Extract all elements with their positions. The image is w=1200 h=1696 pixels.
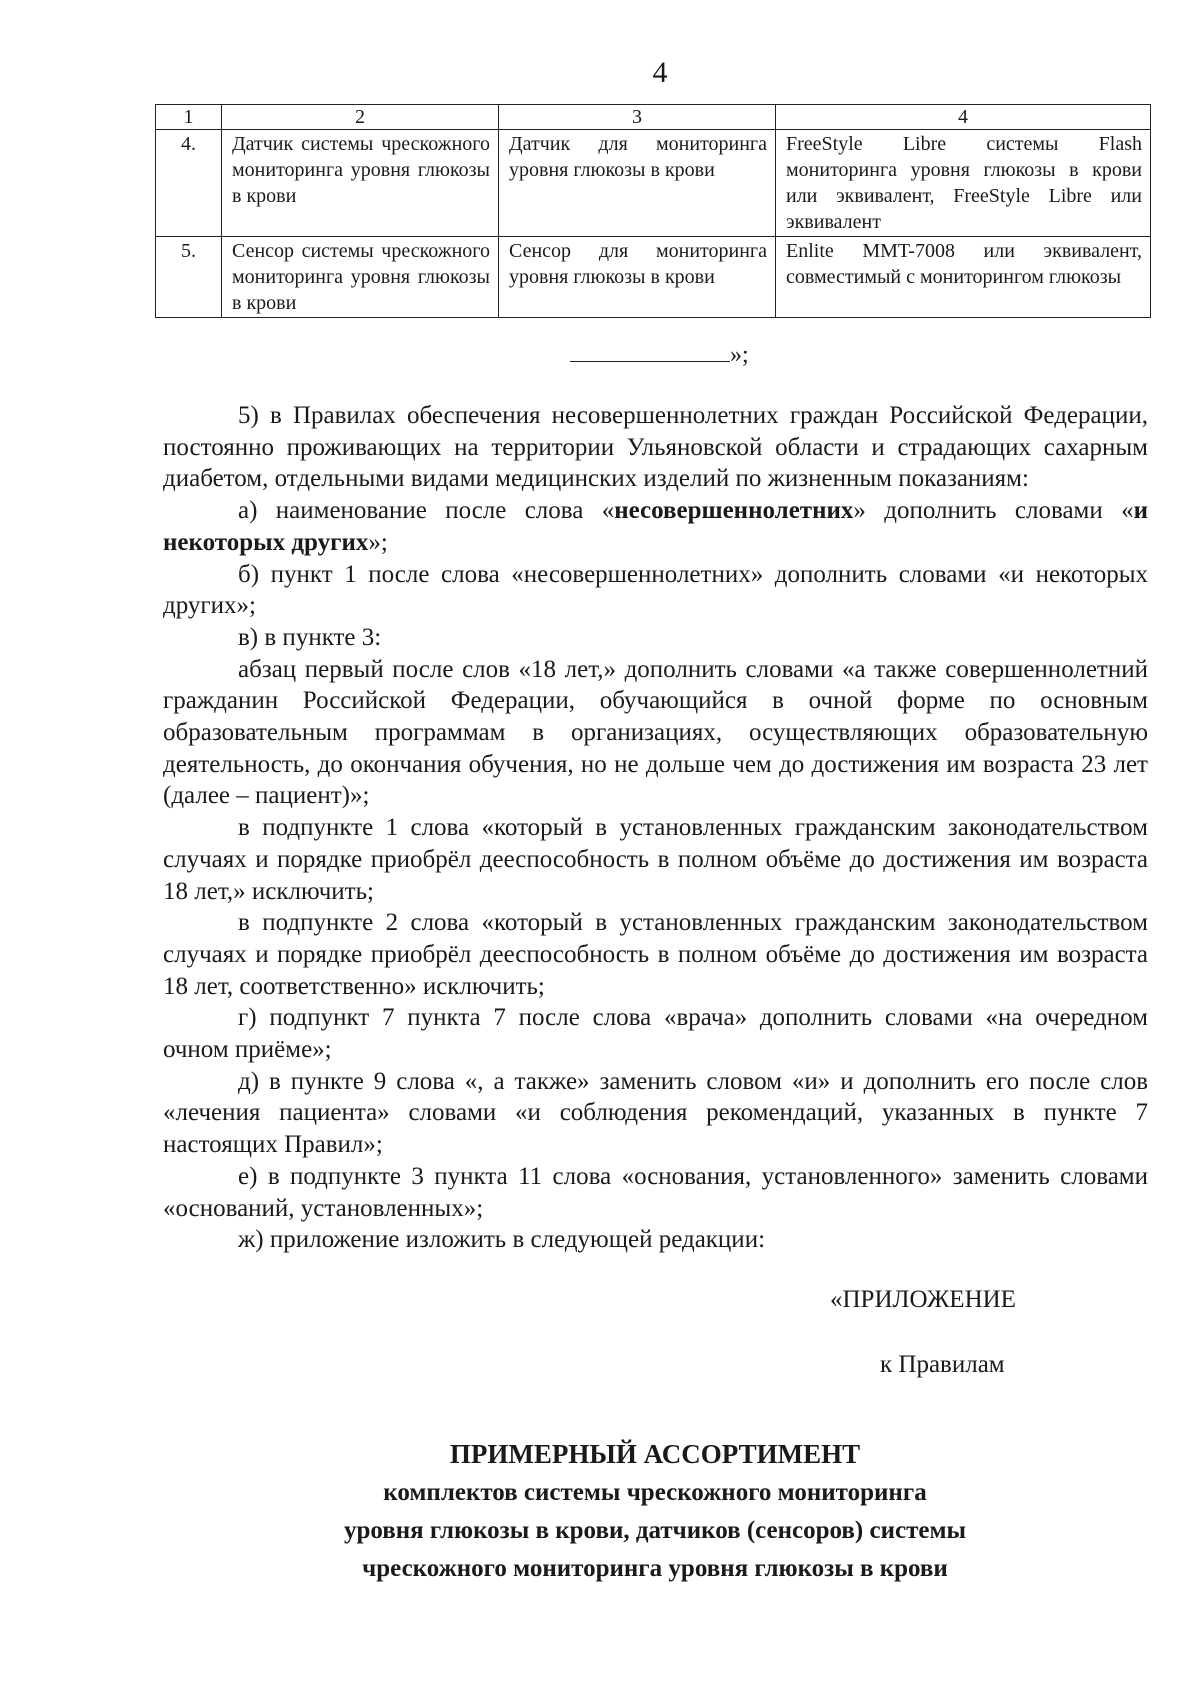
table-closing <box>570 342 749 369</box>
paragraph-a <box>163 495 1148 558</box>
appendix-label: «ПРИЛОЖЕНИЕ <box>830 1286 1016 1313</box>
heading-line: комплектов системы чрескожного мониторинга <box>383 1479 927 1506</box>
paragraph-e: е) в подпункте 3 пункта 11 слова «основания, установленного» заменить словами «оснований, установленных»; <box>163 1162 1148 1222</box>
paragraph-v-1: абзац первый после слов «18 лет,» дополнить словами «а также совершеннолетний гражданин Российской Федерации, обучающийся в очной форме по основным образовательным программам в организациях, осуществляющих образовательную деятельность, до окончания обучения, но не дольше чем до достижения им возраста 23 лет (далее – пациент)»; <box>163 655 1148 810</box>
heading-line: уровня глюкозы в крови, датчиков (сенсоров) системы <box>343 1517 967 1544</box>
paragraph-a-part: а) наименование после слова « <box>238 497 615 525</box>
table-row <box>156 130 1151 237</box>
table-header-row <box>156 105 1151 130</box>
row-description: Сенсор для мониторинга уровня глюкозы в крови <box>499 237 776 318</box>
table-header-cell: 2 <box>222 105 499 130</box>
row-description: Датчик для мониторинга уровня глюкозы в крови <box>499 130 776 237</box>
closing-mark: »; <box>730 342 749 368</box>
paragraph-zh: ж) приложение изложить в следующей редакции: <box>238 1226 766 1254</box>
table-header-cell: 4 <box>776 105 1151 130</box>
section-heading <box>0 1434 1200 1588</box>
body-text <box>163 400 1148 1256</box>
bold-term: и некоторых других <box>163 497 1149 556</box>
row-name: Сенсор системы чрескожного мониторинга уровня глюкозы в крови <box>222 237 499 318</box>
paragraph-5: 5) в Правилах обеспечения несовершеннолетних граждан Российской Федерации, постоянно проживающих на территории Ульяновской области и страдающих сахарным диабетом, отдельными видами медицинских изделий по жизненным показаниям: <box>163 402 1148 493</box>
row-number: 5. <box>156 237 222 318</box>
table-header-cell: 1 <box>156 105 222 130</box>
bold-term: несовершеннолетних <box>614 497 854 525</box>
row-model: Enlite MMT-7008 или эквивалент, совместимый с мониторингом глюкозы <box>776 237 1151 318</box>
appendix-subtitle: к Правилам <box>880 1351 1005 1378</box>
closing-line <box>570 347 730 362</box>
paragraph-b: б) пункт 1 после слова «несовершеннолетних» дополнить словами «и некоторых других»; <box>163 560 1148 620</box>
paragraph-v: в) в пункте 3: <box>238 623 382 651</box>
paragraph-g: г) подпункт 7 пункта 7 после слова «врача» дополнить словами «на очередном очном приёме»; <box>163 1004 1148 1064</box>
page-number: 4 <box>652 56 668 89</box>
row-name: Датчик системы чрескожного мониторинга уровня глюкозы в крови <box>222 130 499 237</box>
table-header-cell: 3 <box>499 105 776 130</box>
heading-title: ПРИМЕРНЫЙ АССОРТИМЕНТ <box>449 1439 861 1469</box>
paragraph-v-3: в подпункте 2 слова «который в установленных гражданским законодательством случаях и порядке приобрёл дееспособность в полном объёме до достижения им возраста 18 лет, соответственно» исключить; <box>163 909 1148 1000</box>
table-row <box>156 237 1151 318</box>
row-number: 4. <box>156 130 222 237</box>
paragraph-a-part: »; <box>368 528 388 556</box>
heading-line: чрескожного мониторинга уровня глюкозы в крови <box>362 1555 948 1582</box>
paragraph-a-part: » дополнить словами « <box>853 497 1134 525</box>
paragraph-d: д) в пункте 9 слова «, а также» заменить словом «и» и дополнить его после слов «лечения пациента» словами «и соблюдения рекомендаций, указанных в пункте 7 настоящих Правил»; <box>163 1067 1148 1159</box>
items-table <box>155 104 1151 318</box>
row-model: FreeStyle Libre системы Flash мониторинга уровня глюкозы в крови или эквивалент, FreeStyle Libre или эквивалент <box>776 130 1151 237</box>
paragraph-v-2: в подпункте 1 слова «который в установленных гражданским законодательством случаях и порядке приобрёл дееспособность в полном объёме до достижения им возраста 18 лет,» исключить; <box>163 814 1148 905</box>
